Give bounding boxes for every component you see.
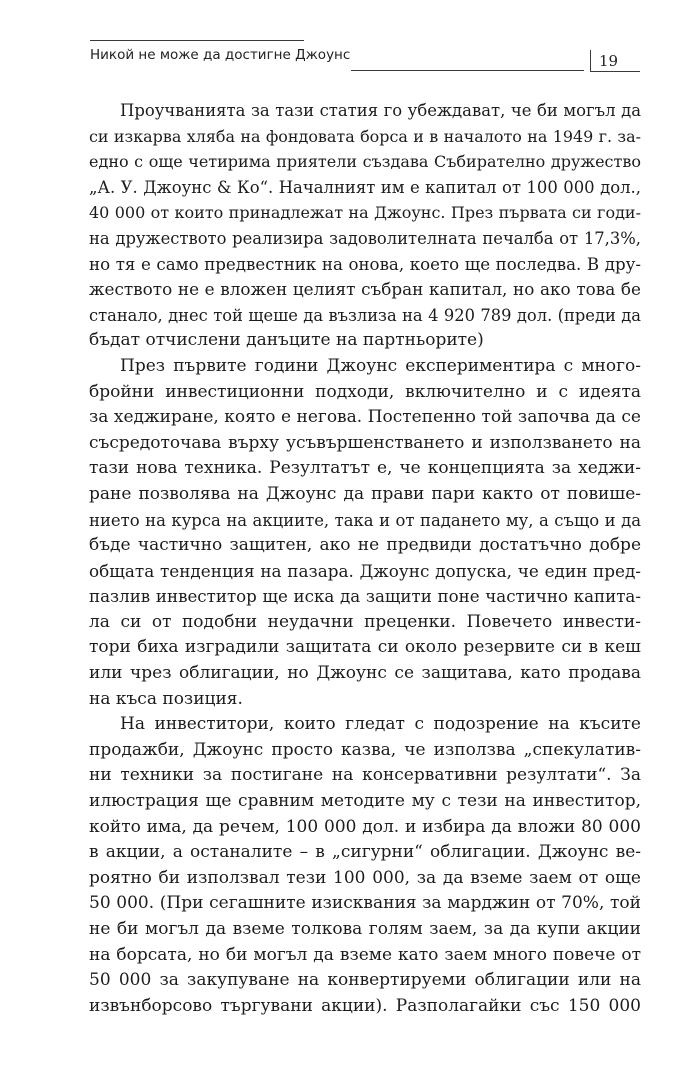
text-line: продажби, Джоунс просто казва, че използва „спекулатив- — [89, 739, 641, 760]
text-line: тази нова техника. Резултатът е, че концепцията за хеджи- — [89, 458, 641, 479]
text-line: или чрез облигации, но Джоунс се защитава, като продава — [89, 663, 641, 684]
text-line: роятно би използвал тези 100 000, за да вземе заем от още — [89, 867, 641, 888]
text-line: пазлив инвеститор ще иска да защити поне частично капита- — [89, 587, 641, 607]
text-line: ране позволява на Джоунс да прави пари както от повише- — [89, 483, 641, 504]
body-text — [89, 98, 641, 1019]
text-line: който има, да речем, 100 000 дол. и избира да вложи 80 000 — [89, 816, 641, 837]
text-line: 50 000 за закупуване на конвертируеми облигации или на — [89, 970, 641, 991]
header-rule-bottom — [351, 70, 584, 71]
text-line: за хеджиране, която е негова. Постепенно той започва да се — [89, 407, 641, 428]
text-line: но тя е само предвестник на онова, което ще последва. В дру- — [89, 254, 641, 274]
text-line: в акции, а останалите – в „сигурни“ облигации. Джоунс ве- — [89, 842, 641, 863]
text-line: нието на курса на акциите, така и от падането му, а също и да — [89, 510, 641, 530]
text-line: ла си от подобни неудачни преценки. Повечето инвести- — [89, 611, 641, 632]
header-rule-top — [90, 40, 304, 41]
text-line: си изкарва хляба на фондовата борса и в началото на 1949 г. за- — [89, 126, 641, 146]
text-line: 40 000 от които принадлежат на Джоунс. През първата си годи- — [89, 203, 641, 223]
text-line: 50 000. (При сегашните изисквания за марджин от 70%, той — [89, 893, 641, 914]
text-line: Проучванията за тази статия го убеждават, че би могъл да — [120, 101, 641, 120]
text-line: на дружеството реализира задоволителната печалба от 17,3%, — [89, 228, 641, 248]
text-line: бъдат отчислени данъците на партньорите) — [89, 330, 484, 351]
page-number-box — [590, 50, 640, 72]
text-line: съсредоточава върху усъвършенстването и използването на — [89, 432, 641, 453]
text-line: на борсата, но би могъл да вземе като заем много повече от — [89, 944, 641, 965]
text-line: станало, днес той щеше да възлиза на 4 920 789 дол. (преди да — [89, 305, 641, 325]
text-line: извънборсово търгувани акции). Разполагайки със 150 000 — [89, 995, 641, 1016]
text-line: На инвеститори, които гледат с подозрение на късите — [120, 714, 641, 735]
text-line: общата тенденция на пазара. Джоунс допуска, че един пред- — [89, 560, 641, 581]
text-line: „А. У. Джоунс & Ко“. Началният им е капитал от 100 000 дол., — [89, 177, 641, 197]
text-line: илюстрация ще сравним методите му с тези на инвеститор, — [89, 791, 641, 812]
text-line: жеството не е вложен целият събран капитал, но ако това бе — [89, 279, 641, 300]
text-line: едно с още четирима приятели създава Събирателно дружество — [89, 152, 641, 172]
running-header-title: Никой не може да достигне Джоунс — [90, 47, 351, 63]
page-number: 19 — [599, 52, 619, 70]
text-line: ни техники за постигане на консервативни резултати“. За — [89, 765, 641, 786]
text-line: не би могъл да вземе толкова голям заем, за да купи акции — [89, 919, 641, 939]
text-line: бройни инвестиционни подходи, включително и с идеята — [89, 381, 641, 402]
text-line: на къса позиция. — [89, 688, 243, 709]
text-line: През първите години Джоунс експериментира с много- — [120, 355, 641, 376]
text-line: бъде частично защитен, ако не предвиди достатъчно добре — [89, 535, 641, 556]
text-line: тори биха изградили защитата си около резервите си в кеш — [89, 637, 641, 658]
